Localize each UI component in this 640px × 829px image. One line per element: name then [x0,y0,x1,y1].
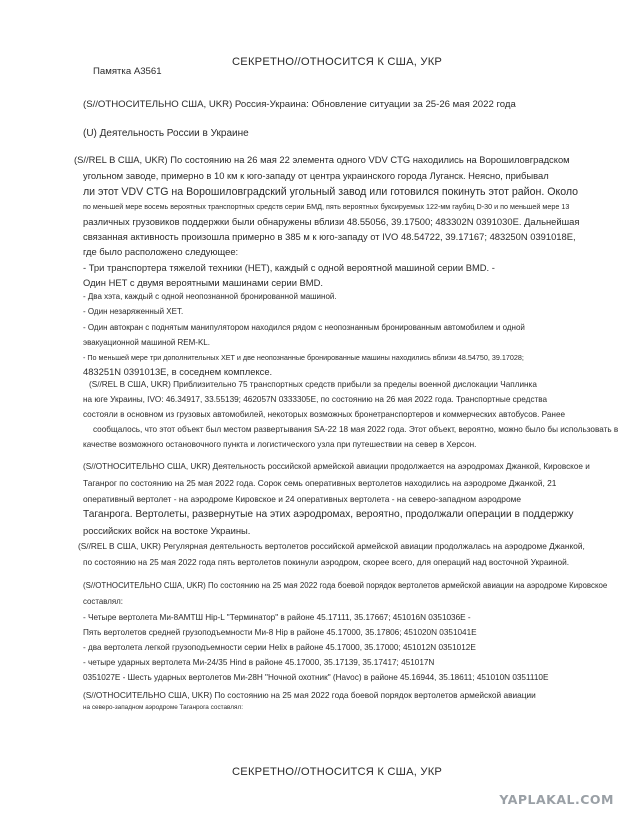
text-line: Один НЕТ с двумя вероятными машинами серии BMD. [83,277,323,288]
text-line: состояли в основном из грузовых автомобилей, некоторых возможных бронетранспортеров и коммерческих автобусов. Ранее [83,410,566,419]
paragraph-vdv-ctg [0,152,579,379]
text-line: на юге Украины, IVO: 46.34917, 33.55139; 462057N 0333305E, по состоянию на 26 мая 2022 года. Транспортные средства [83,395,548,404]
text-line: на северо-западном аэродроме Таганрога составлял: [83,704,243,711]
memo-number: Памятка A3561 [93,66,162,77]
text-line: - два вертолета легкой грузоподъемности серии Helix в районе 45.17000, 35.17000; 451012N 0351012E [83,643,476,652]
text-line: (S//ОТНОСИТЕЛЬНО США, UKR) Деятельность российской армейской авиации продолжается на аэродромах Джанкой, Кировское и [83,462,590,471]
text-line: 0351027E - Шесть ударных вертолетов Ми-28Н "Ночной охотник" (Havoc) в районе 45.16944, 35.18611; 451010N 0351110E [83,673,549,682]
document-title: (S//ОТНОСИТЕЛЬНО США, UKR) Россия-Украина: Обновление ситуации за 25-26 мая 2022 года [83,99,516,110]
text-line: связанная активность произошла примерно в 385 м к юго-западу от IVO 48.54722, 39.17167; 483250N 0391018E, [83,231,576,242]
text-line: (S//REL В США, UKR) По состоянию на 26 мая 22 элемента одного VDV CTG находились на Ворошиловградском [74,154,570,165]
text-line: - По меньшей мере три дополнительных ХЕТ и две неопознанные бронированные машины находились вблизи 48.54750, 39.17028; [83,353,524,362]
text-line: различных грузовиков поддержки были обнаружены вблизи 48.55056, 39.17500; 483302N 0391030E. Дальнейшая [83,216,580,227]
text-line: где было расположено следующее: [83,246,239,257]
text-line: Пять вертолетов средней грузоподъемности Ми-8 Hip в районе 45.17000, 35.17806; 451020N 0351041E [83,628,477,637]
text-line: - Один незаряженный ХЕТ. [83,307,184,316]
text-line: эвакуационной машиной REM-KL. [83,338,210,347]
text-line: (S//REL В США, UKR) Приблизительно 75 транспортных средств прибыли за пределы военной дислокации Чаплинка [89,380,537,389]
text-line: - Четыре вертолета Ми-8АМТШ Hip-L "Терминатор" в районе 45.17111, 35.17667; 451016N 0351036E - [83,613,471,622]
text-line: качестве возможного остановочного пункта и логистического узла при путешествии на север в Херсон. [83,440,477,449]
text-line: - Два хэта, каждый с одной неопознанной бронированной машиной. [83,292,337,301]
text-line: ли этот VDV CTG на Ворошиловградский угольный завод или готовился покинуть этот район. Около [83,186,579,198]
text-line: оперативный вертолет - на аэродроме Кировское и 24 оперативных вертолета - на северо-западном аэродроме [83,494,522,504]
text-line: сообщалось, что этот объект был местом развертывания SA-22 18 мая 2022 года. Этот объект, вероятно, можно было бы использовать в [93,425,619,434]
text-line: (S//REL В США, UKR) Регулярная деятельность вертолетов российской армейской авиации продолжалась на аэродроме Джанкой, [78,541,585,551]
header-classification: СЕКРЕТНО//ОТНОСИТСЯ К США, УКР [232,56,443,68]
paragraph-taganrog [0,688,536,713]
text-line: по состоянию на 25 мая 2022 года пять вертолетов покинули аэродром, скорее всего, для операций над восточной Украиной. [83,557,570,567]
footer-classification: СЕКРЕТНО//ОТНОСИТСЯ К США, УКР [232,766,443,778]
paragraph-army-aviation [0,459,590,539]
text-line: российских войск на востоке Украины. [83,525,251,536]
text-line: по меньшей мере восемь вероятных транспортных средств серии БМД, пять вероятных буксируемых 122-мм гаубиц D-30 и по меньшей мере 13 [83,202,570,211]
text-line: (S//ОТНОСИТЕЛЬНО США, UKR) По состоянию на 25 мая 2022 года боевой порядок вертолетов армейской авиации [83,690,536,700]
paragraph-dzhankoi [0,538,585,570]
text-line: - Три транспортера тяжелой техники (НЕТ), каждый с одной вероятной машиной серии BMD. - [83,262,495,273]
text-line: составлял: [83,597,123,606]
text-line: - Один автокран с поднятым манипулятором находился рядом с неопознанным бронированным автомобилем и одной [83,323,525,332]
text-line: Таганрог по состоянию на 25 мая 2022 года. Сорок семь оперативных вертолетов находились на аэродроме Джанкой, 21 [83,478,557,488]
text-line: угольном заводе, примерно в 10 км к юго-западу от центра украинского города Луганск. Неясно, прибывал [83,170,549,181]
text-line: (S//ОТНОСИТЕЛЬНО США, UKR) По состоянию на 25 мая 2022 года боевой порядок вертолетов армейской авиации на аэродроме Кировское [83,581,608,590]
text-line: - четыре ударных вертолета Ми-24/35 Hind в районе 45.17000, 35.17139, 35.17417; 451017N [83,658,435,667]
site-watermark: YAPLAKAL.COM [499,792,614,807]
paragraph-chaplinka [0,377,618,452]
text-line: 483251N 0391013E, в соседнем комплексе. [83,366,273,377]
paragraph-kirovske [0,578,607,685]
section-heading: (U) Деятельность России в Украине [83,128,249,139]
text-line: Таганрога. Вертолеты, развернутые на этих аэродромах, вероятно, продолжали операции в поддержку [83,509,574,520]
